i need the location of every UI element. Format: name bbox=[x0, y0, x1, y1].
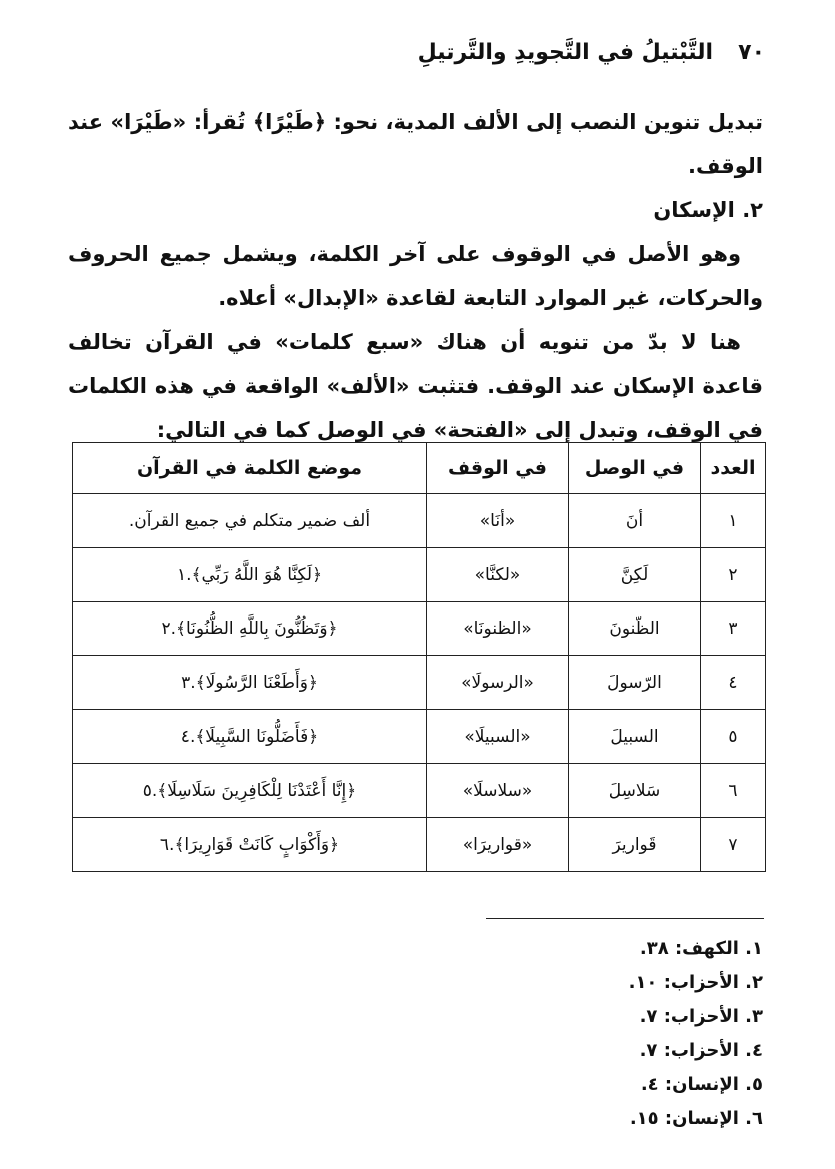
words-table bbox=[72, 442, 766, 872]
cell-location: ﴿لَكِنَّا هُوَ اللَّهُ رَبِّي﴾.١ bbox=[73, 548, 427, 602]
cell-wasl: لَكِنَّ bbox=[569, 548, 701, 602]
cell-number: ٦ bbox=[701, 764, 766, 818]
running-title: التَّبْتيلُ في التَّجويدِ والتَّرتيلِ bbox=[417, 40, 713, 65]
cell-location: ألف ضمير متكلم في جميع القرآن. bbox=[73, 494, 427, 548]
footnote-item: ٦. الإنسان: ١٥. bbox=[629, 1108, 763, 1129]
footnote-item: ٤. الأحزاب: ٧. bbox=[639, 1040, 763, 1061]
table-header-row bbox=[73, 443, 766, 494]
cell-waqf: «قواريرَا» bbox=[427, 818, 569, 872]
cell-number: ٢ bbox=[701, 548, 766, 602]
cell-waqf: «الرسولَا» bbox=[427, 656, 569, 710]
cell-wasl: قَواريرَ bbox=[569, 818, 701, 872]
cell-location: ﴿وَأَطَعْنَا الرَّسُولَا﴾.٣ bbox=[73, 656, 427, 710]
cell-location: ﴿وَتَظُنُّونَ بِاللَّهِ الظُّنُونَا﴾.٢ bbox=[73, 602, 427, 656]
cell-waqf: «السبيلَا» bbox=[427, 710, 569, 764]
page-header bbox=[70, 36, 765, 76]
table-row bbox=[73, 602, 766, 656]
header-waqf: في الوقف bbox=[427, 443, 569, 494]
table-row bbox=[73, 656, 766, 710]
table-row bbox=[73, 818, 766, 872]
cell-wasl: السبيلَ bbox=[569, 710, 701, 764]
cell-waqf: «لكنَّا» bbox=[427, 548, 569, 602]
cell-number: ٣ bbox=[701, 602, 766, 656]
cell-wasl: الرّسولَ bbox=[569, 656, 701, 710]
cell-wasl: الظّنونَ bbox=[569, 602, 701, 656]
body-text bbox=[68, 100, 763, 452]
table-row bbox=[73, 548, 766, 602]
page-number: ٧٠ bbox=[738, 40, 765, 65]
header-wasl: في الوصل bbox=[569, 443, 701, 494]
header-number: العدد bbox=[701, 443, 766, 494]
cell-number: ١ bbox=[701, 494, 766, 548]
cell-number: ٧ bbox=[701, 818, 766, 872]
cell-waqf: «أنَا» bbox=[427, 494, 569, 548]
cell-location: ﴿إِنَّا أَعْتَدْنَا لِلْكَافِرِينَ سَلَاسِلَا﴾.٥ bbox=[73, 764, 427, 818]
cell-waqf: «الظنونَا» bbox=[427, 602, 569, 656]
footnote-item: ٣. الأحزاب: ٧. bbox=[639, 1006, 763, 1027]
footnote-divider bbox=[486, 918, 764, 919]
cell-number: ٥ bbox=[701, 710, 766, 764]
paragraph-2: وهو الأصل في الوقوف على آخر الكلمة، ويشمل جميع الحروف والحركات، غير الموارد التابعة لقاعدة «الإبدال» أعلاه. bbox=[68, 242, 763, 310]
cell-wasl: أنَ bbox=[569, 494, 701, 548]
header-location: موضع الكلمة في القرآن bbox=[73, 443, 427, 494]
table-row bbox=[73, 710, 766, 764]
paragraph-3: هنا لا بدّ من تنويه أن هناك «سبع كلمات» في القرآن تخالف قاعدة الإسكان عند الوقف. فتثبت «الألف» الواقعة في هذه الكلمات في الوقف، وتبدل إلى «الفتحة» في الوصل كما في التالي: bbox=[68, 330, 763, 442]
paragraph-1: تبديل تنوين النصب إلى الألف المدية، نحو: ﴿طَيْرًا﴾ تُقرأ: «طَيْرَا» عند الوقف. bbox=[68, 110, 763, 178]
cell-waqf: «سلاسلَا» bbox=[427, 764, 569, 818]
section-heading: ٢. الإسكان bbox=[653, 198, 763, 222]
cell-location: ﴿فَأَضَلُّونَا السَّبِيلَا﴾.٤ bbox=[73, 710, 427, 764]
table-row bbox=[73, 764, 766, 818]
footnotes bbox=[629, 932, 763, 1136]
footnote-item: ٥. الإنسان: ٤. bbox=[640, 1074, 763, 1095]
footnote-item: ١. الكهف: ٣٨. bbox=[639, 938, 763, 959]
cell-wasl: سَلاسِلَ bbox=[569, 764, 701, 818]
cell-number: ٤ bbox=[701, 656, 766, 710]
cell-location: ﴿وَأَكْوَابٍ كَانَتْ قَوَارِيرَا﴾.٦ bbox=[73, 818, 427, 872]
table-row bbox=[73, 494, 766, 548]
footnote-item: ٢. الأحزاب: ١٠. bbox=[628, 972, 763, 993]
